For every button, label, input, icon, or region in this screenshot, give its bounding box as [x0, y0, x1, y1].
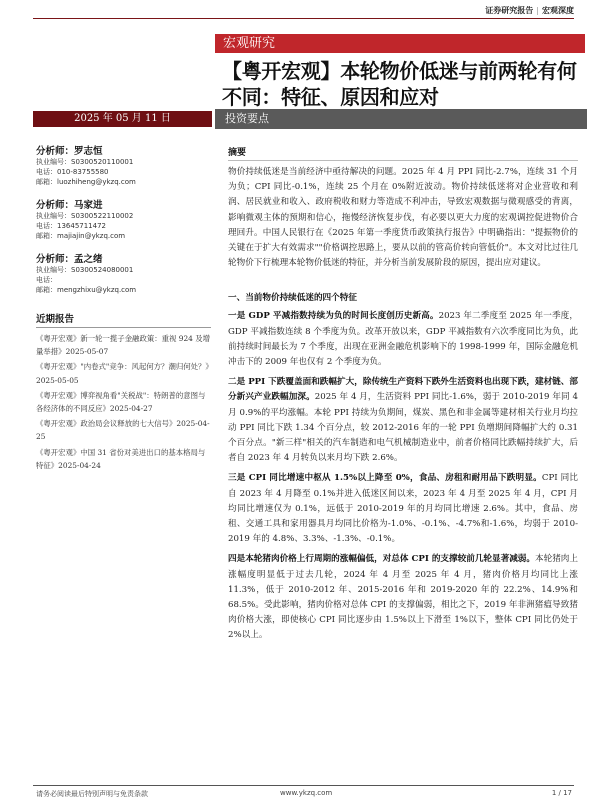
sidebar: [36, 143, 211, 474]
section-banner: 宏观研究: [215, 34, 585, 53]
feature-lead: 三是 CPI 同比增速中枢从 1.5%以上降至 0%，食品、房租和耐用品下跌明显。: [228, 473, 542, 484]
analyst-license: 执业编号：S0300522110002: [36, 212, 134, 220]
recent-reports-heading: 近期报告: [36, 311, 211, 328]
report-date: 2025 年 05 月 11 日: [33, 111, 212, 127]
abstract-text: 物价持续低迷是当前经济中亟待解决的问题。2025 年 4 月 PPI 同比-2.7%，连续 31 个月为负；CPI 同比-0.1%，连续 25 个月在 0%附近波动。物价持续低迷将对企业营收和利润、居民就业和收入、政府税收和财力等造成不利冲击，导致宏观数据与微观感受的背离，影响微观主体的预期和信心，拖慢经济恢复步伐，有必要以更大力度的宏观调控促进物价合理回升。中国人民银行在《2025 年第一季度货币政策执行报告》中明确指出："提振物价的关键在于扩大有效需求""价格调控思路上，要从以前的管高价转向管低价"。本文对比过往几轮物价下行梳理本轮物价低迷的特征，并分析当前发展阶段的原因，提出应对建议。: [228, 167, 578, 269]
feature-paragraph: [228, 375, 578, 466]
feature-body: 本轮猪肉上涨幅度明显低于过去几轮，2024 年 4 月至 2025 年 4 月，猪肉价格月均同比上涨 11.3%，低于 2010-2012 年、2015-2016 年和 2019-2020 年的 22.2%、14.9%和 68.5%。受此影响，猪肉价格对总体 CPI 的支撑偏弱，相比之下，2019 年非洲猪瘟导致猪肉价格大涨，即使核心 CPI 同比逐步由 1.5%以上下滑至 1%以下，整体 CPI 同比仍处于 2%以上。: [228, 554, 578, 641]
analyst-license: 执业编号：S0300524080001: [36, 266, 134, 274]
analyst-phone: 电话：010-83755580: [36, 168, 109, 176]
footer-website[interactable]: www.ykzq.com: [280, 789, 333, 797]
feature-body: CPI 同比自 2023 年 4 月降至 0.1%并进入低迷区间以来，2023 年 4 月至 2025 年 4 月，CPI 月均同比增速仅为 0.1%，远低于 2010-2019 年的月均同比增速 2.6%。其中，食品、房租、交通工具和家用器具月均同比价格为-1.0%、-0.1%、-4.7%和-1.6%，均弱于 2010-2019 年的 4.8%、3.3%、-1.3%、-0.1%。: [228, 473, 578, 545]
footer-disclaimer: 请务必阅读最后特别声明与免责条款: [36, 790, 148, 798]
analyst-block: [36, 143, 211, 187]
footer-divider: [33, 785, 574, 786]
recent-report-link[interactable]: 《粤开宏观》政治局会议释放的七大信号》2025-04-25: [36, 419, 210, 442]
analyst-license: 执业编号：S0300520110001: [36, 158, 134, 166]
analyst-phone: 电话：13645711472: [36, 222, 106, 230]
analyst-email[interactable]: 邮箱：mengzhixu@ykzq.com: [36, 286, 137, 294]
report-type-label: 证券研究报告: [485, 6, 534, 15]
analyst-name: 马家进: [74, 200, 103, 211]
feature-lead: 一是 GDP 平减指数持续为负的时间长度创历史新高。: [228, 311, 439, 322]
report-type-header: [485, 5, 574, 16]
report-category-label: 宏观深度: [542, 6, 574, 15]
analyst-block: [36, 197, 211, 241]
report-title: 【粤开宏观】本轮物价低迷与前两轮有何不同：特征、原因和应对: [222, 59, 577, 109]
analyst-name: 罗志恒: [74, 146, 103, 157]
feature-paragraph: [228, 552, 578, 643]
main-content: [228, 145, 578, 649]
analyst-phone: 电话：: [36, 276, 57, 284]
recent-report-link[interactable]: 《粤开宏观》中国 31 省份对美进出口的基本格局与特征》2025-04-24: [36, 447, 206, 470]
feature-body: 2023 年二季度至 2025 年一季度，GDP 平减指数连续 8 个季度为负。改革开放以来，GDP 平减指数有六次季度同比为负，此前持续时间最长为 7 个季度，出现在亚洲金融危机影响下的 1998-1999 年，国际金融危机冲击下的 2009 年也仅有 2 个季度为负。: [228, 311, 578, 368]
analyst-block: [36, 251, 211, 295]
feature-paragraph: [228, 309, 578, 370]
feature-paragraph: [228, 471, 578, 547]
feature-lead: 二是 PPI 下跌覆盖面和跌幅扩大，除传统生产资料下跌外生活资料也出现下跌，建材链、部分新兴产业跌幅加深。: [228, 377, 578, 403]
key-points-bar: 投资要点: [215, 109, 587, 129]
page-number: 1 / 17: [551, 789, 572, 797]
analyst-title: 分析师：: [36, 200, 75, 211]
analyst-email[interactable]: 邮箱：majiajin@ykzq.com: [36, 232, 126, 240]
analyst-title: 分析师：: [36, 146, 75, 157]
abstract-heading: 摘要: [228, 145, 578, 161]
part-heading: 一、当前物价持续低迷的四个特征: [228, 293, 357, 304]
analyst-name: 孟之绪: [74, 254, 103, 265]
recent-report-link[interactable]: 《粤开宏观》"内卷式"竞争：风起何方？潮归何处？》2025-05-05: [36, 362, 210, 385]
analyst-email[interactable]: 邮箱：luozhiheng@ykzq.com: [36, 178, 136, 186]
recent-report-link[interactable]: 《粤开宏观》新一轮一揽子金融政策：重视 924 及增量举措》2025-05-07: [36, 334, 211, 357]
recent-report-link[interactable]: 《粤开宏观》博弈视角看"关税战"：特朗普的意图与各经济体的不同反应》2025-04-27: [36, 390, 206, 414]
header-separator: |: [536, 6, 539, 15]
feature-lead: 四是本轮猪肉价格上行周期的涨幅偏低，对总体 CPI 的支撑较前几轮显著减弱。: [228, 554, 535, 565]
feature-body: 2025 年 4 月，生活资料 PPI 同比-1.6%，弱于 2010-2019 年同 4 月 0.9%的平均涨幅。本轮 PPI 持续为负期间，煤炭、黑色和非金属等建材相关行业月均拉动 PPI 同比下跌 1.34 个百分点，较 2012-2016 年的一轮 PPI 负增期间降幅扩大约 0.31 个百分点。"新三样"相关的汽车制造和电气机械制造业中，前者价格同比跌幅持续扩大，后者自 2023 年 4 月转负以来月均下跌 2.6%。: [228, 392, 578, 464]
analyst-title: 分析师：: [36, 254, 75, 265]
top-divider: [33, 18, 574, 19]
